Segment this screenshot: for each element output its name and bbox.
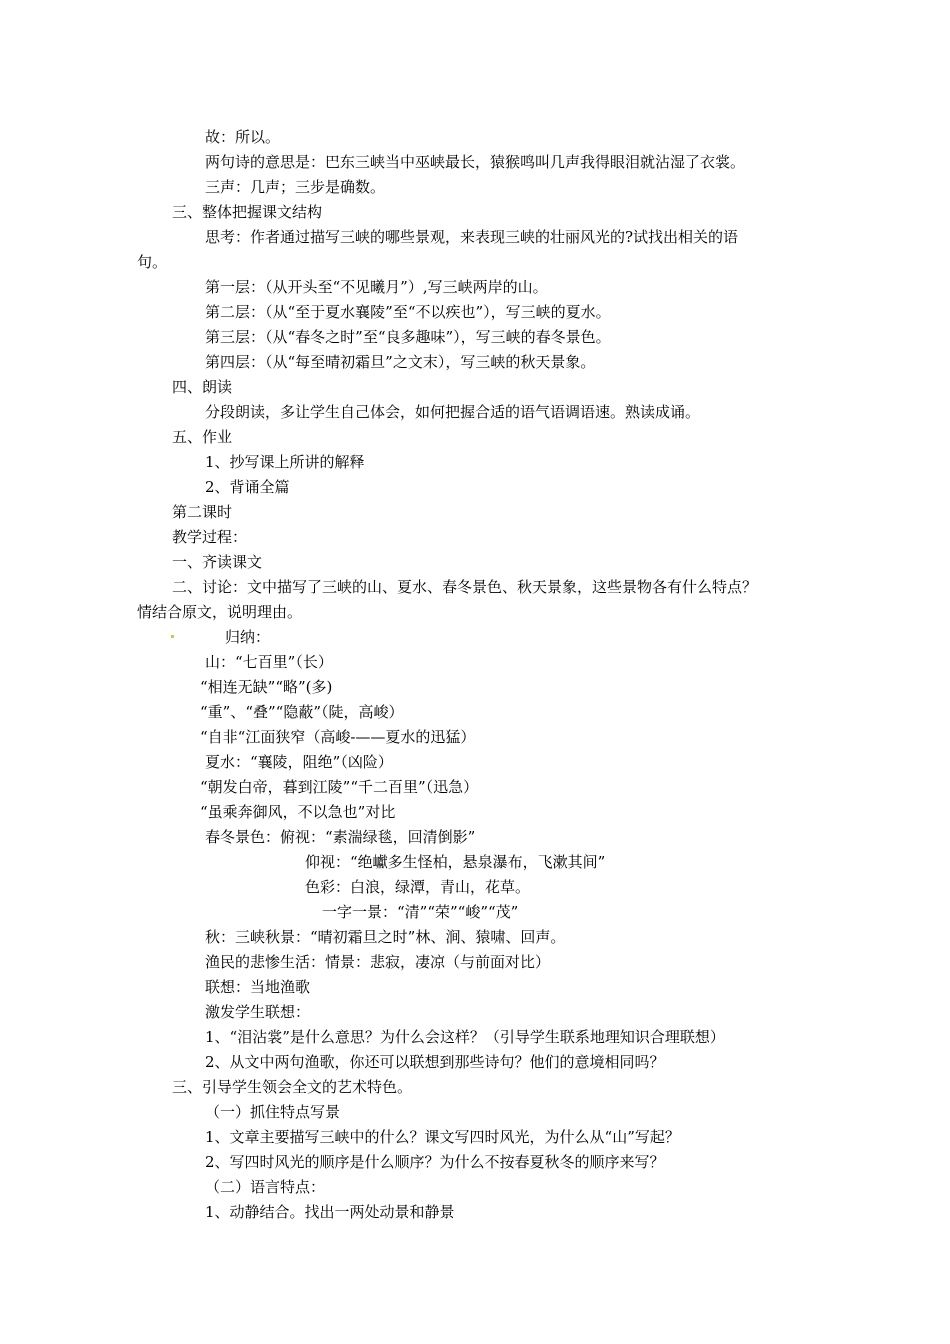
text-line: 2、从文中两句渔歌，你还可以联想到那些诗句？他们的意境相同吗？ xyxy=(205,1053,665,1071)
text-line: 归纳： xyxy=(225,628,271,646)
text-line: 1、动静结合。找出一两处动景和静景 xyxy=(205,1203,455,1221)
text-line: “重”、“叠”“隐蔽”（陡，高峻） xyxy=(200,703,404,721)
text-line: 第二层：（从“至于夏水襄陵”至“不以疾也”），写三峡的夏水。 xyxy=(205,303,611,321)
text-line: 仰视：“绝巘多生怪柏，悬泉瀑布，飞漱其间” xyxy=(305,853,606,871)
text-line: “自非“江面狭窄（高峻-——夏水的迅猛） xyxy=(200,728,476,746)
text-line: 三声：几声；三步是确数。 xyxy=(205,178,386,196)
text-line: 秋：三峡秋景：“晴初霜旦之时”林、涧、猿啸、回声。 xyxy=(205,928,566,946)
text-line: 渔民的悲惨生活：情景：悲寂，凄凉（与前面对比） xyxy=(205,953,551,971)
text-line: 一字一景：“清”“荣”“峻”“茂” xyxy=(322,903,519,921)
text-line: 激发学生联想： xyxy=(205,1003,311,1021)
text-line: 春冬景色：俯视：“素湍绿毯，回清倒影” xyxy=(205,828,476,846)
text-line: 1、抄写课上所讲的解释 xyxy=(205,453,365,471)
text-line: （二）语言特点： xyxy=(205,1178,326,1196)
text-line: 2、写四时风光的顺序是什么顺序？为什么不按春夏秋冬的顺序来写？ xyxy=(205,1153,665,1171)
text-line: 教学过程： xyxy=(172,528,248,546)
section-heading: 一、齐读课文 xyxy=(172,553,263,571)
section-heading: 五、作业 xyxy=(172,428,233,446)
section-heading: 二、讨论：文中描写了三峡的山、夏水、春冬景色、秋天景象，这些景物各有什么特点？ xyxy=(172,578,758,596)
text-line: 第四层：（从“每至晴初霜旦”之文末），写三峡的秋天景象。 xyxy=(205,353,596,371)
marker-dot xyxy=(171,635,174,638)
text-line: 夏水：“襄陵，阻绝”（凶险） xyxy=(205,753,393,771)
text-line: 情结合原文，说明理由。 xyxy=(137,603,303,621)
text-line: 句。 xyxy=(137,253,168,271)
text-line: 1、“泪沾裳”是什么意思？为什么会这样？（引导学生联系地理知识合理联想） xyxy=(205,1028,725,1046)
text-line: 色彩：白浪，绿潭，青山，花草。 xyxy=(305,878,531,896)
text-line: 故：所以。 xyxy=(205,128,281,146)
text-line: 2、背诵全篇 xyxy=(205,478,290,496)
section-heading: 三、整体把握课文结构 xyxy=(172,203,323,221)
text-line: 思考：作者通过描写三峡的哪些景观，来表现三峡的壮丽风光的?试找出相关的语 xyxy=(205,228,739,246)
text-line: 第三层：（从“春冬之时”至“良多趣味”），写三峡的春冬景色。 xyxy=(205,328,611,346)
section-heading: 第二课时 xyxy=(172,503,233,521)
section-heading: 三、引导学生领会全文的艺术特色。 xyxy=(172,1078,413,1096)
text-line: “朝发白帝，暮到江陵”“千二百里”（迅急） xyxy=(200,778,479,796)
text-line: 1、文章主要描写三峡中的什么？课文写四时风光，为什么从“山”写起？ xyxy=(205,1128,680,1146)
text-line: 分段朗读，多让学生自己体会，如何把握合适的语气语调语速。熟读成诵。 xyxy=(205,403,701,421)
text-line: “虽乘奔御风，不以急也”对比 xyxy=(200,803,396,821)
text-line: “相连无缺”“略”(多) xyxy=(200,678,333,696)
text-line: 第一层：（从开头至“不见曦月”）,写三峡两岸的山。 xyxy=(205,278,548,296)
text-line: 两句诗的意思是：巴东三峡当中巫峡最长，猿猴鸣叫几声我得眼泪就沾湿了衣裳。 xyxy=(205,153,746,171)
text-line: （一）抓住特点写景 xyxy=(205,1103,341,1121)
text-line: 联想：当地渔歌 xyxy=(205,978,311,996)
text-line: 山：“七百里”（长） xyxy=(205,653,333,671)
section-heading: 四、朗读 xyxy=(172,378,233,396)
